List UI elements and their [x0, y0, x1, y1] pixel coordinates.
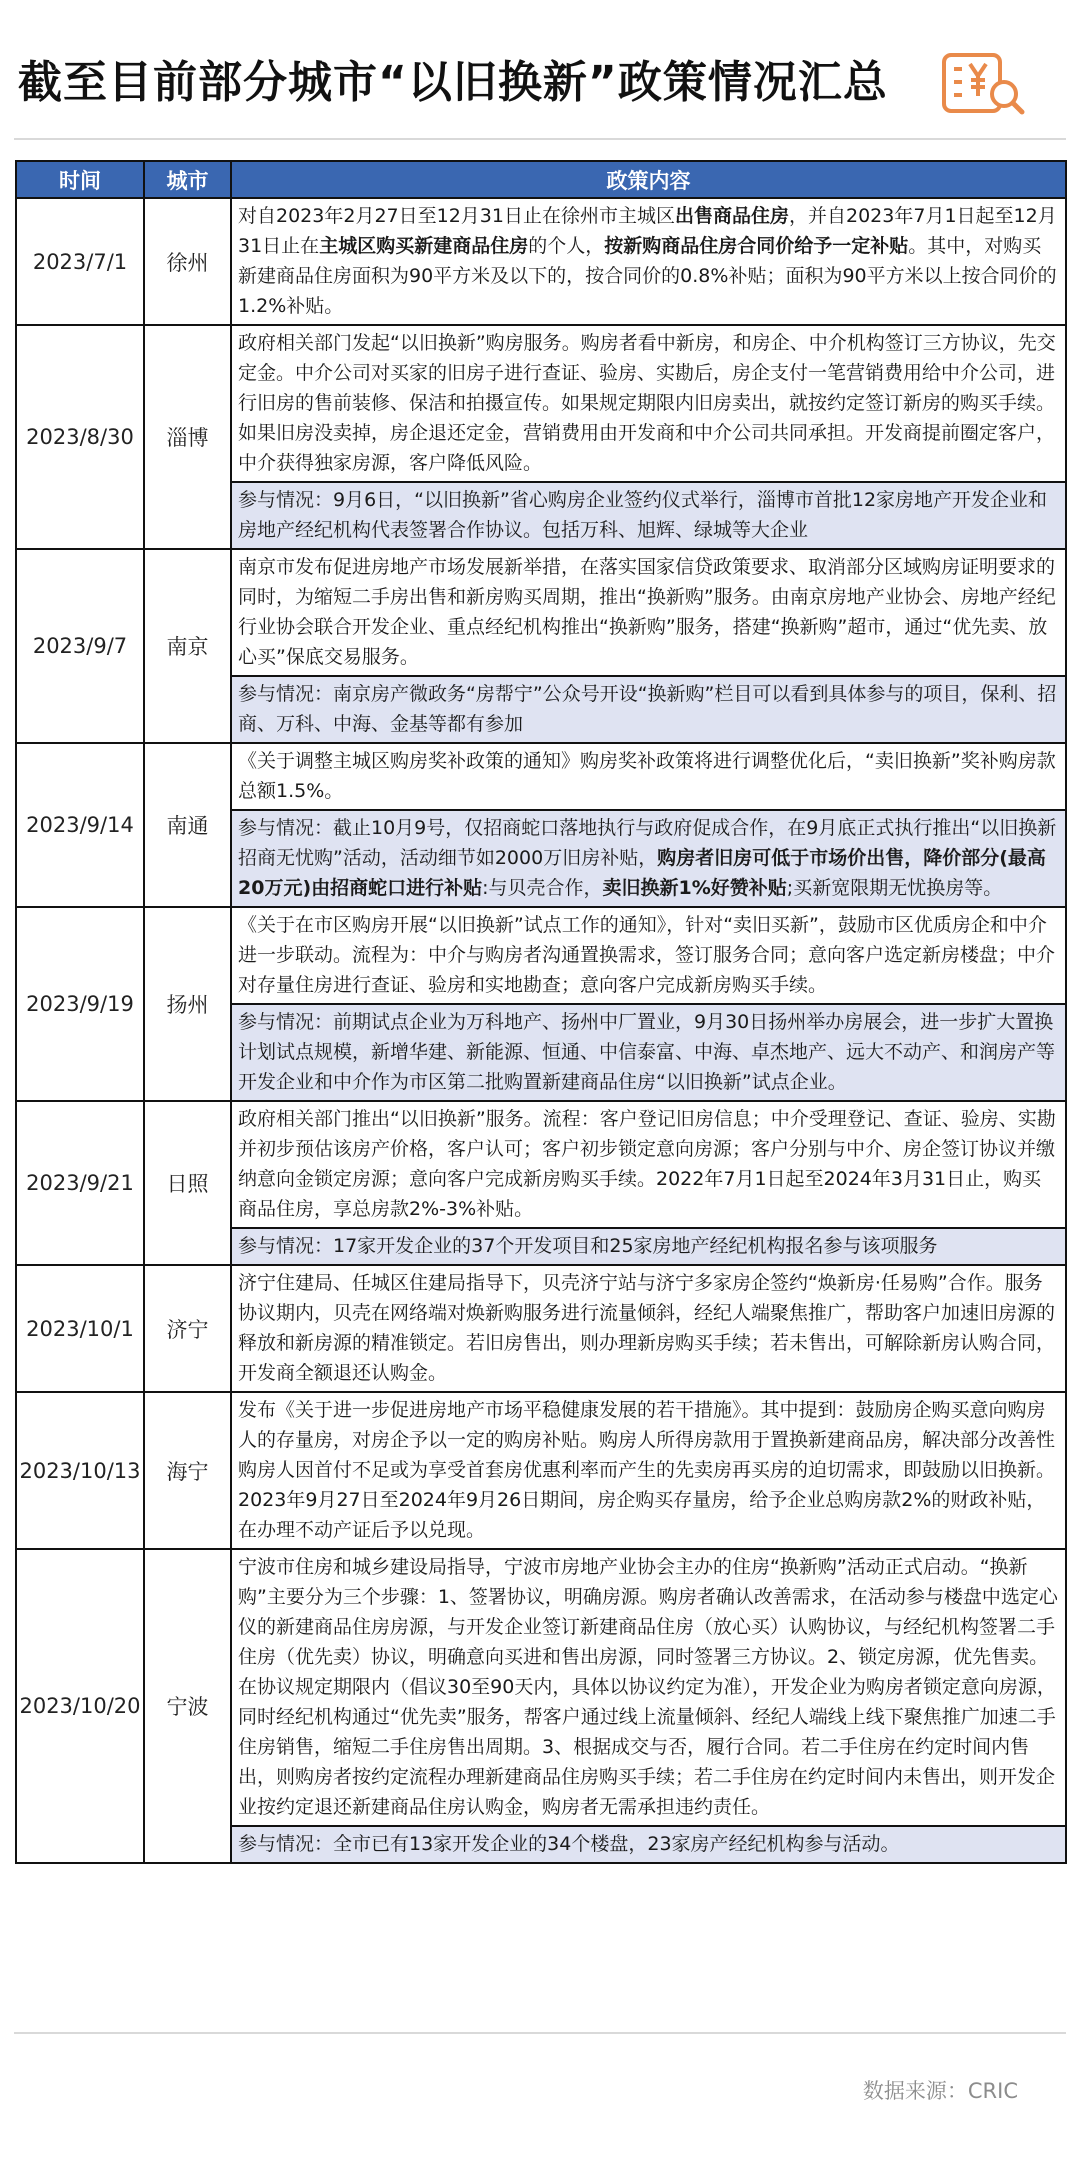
participation-run: 参与情况：截止10月9号，仅招商蛇口落地执行与政府促成合作，在9月底正式执行推出“以旧换新 招商无忧购”活动，活动细节如2000万旧房补贴，: [238, 817, 1057, 869]
city-cell: 日照: [144, 1101, 231, 1265]
city-cell: 宁波: [144, 1549, 231, 1863]
city-cell: 济宁: [144, 1265, 231, 1392]
policy-table: [15, 160, 1067, 1864]
table-row: [16, 907, 1066, 1101]
policy-text: [232, 744, 1065, 809]
policy-content-cell: [231, 1549, 1066, 1863]
date-cell: 2023/7/1: [16, 198, 144, 325]
participation-note: [232, 809, 1065, 906]
participation-bold: 购房者旧房可低于市场价出售，降价部分(最高20万元)由招商蛇口进行补贴: [238, 847, 1046, 899]
policy-content-cell: [231, 1101, 1066, 1265]
participation-note: 参与情况：前期试点企业为万科地产、扬州中厂置业，9月30日扬州举办房展会，进一步扩大置换计划试点规模，新增华建、新能源、恒通、中信泰富、中海、卓杰地产、远大不动产、和润房产等开发企业和中介作为市区第二批购置新建商品住房“以旧换新”试点企业。: [232, 1003, 1065, 1100]
policy-text: [232, 326, 1065, 481]
policy-text: [232, 1550, 1065, 1825]
table-row: [16, 1549, 1066, 1863]
column-header-city: 城市: [144, 161, 231, 198]
policy-content-cell: [231, 743, 1066, 907]
footer-divider: [14, 2032, 1066, 2034]
policy-content-cell: [231, 907, 1066, 1101]
city-cell: 徐州: [144, 198, 231, 325]
city-cell: 淄博: [144, 325, 231, 549]
policy-text: [232, 550, 1065, 675]
participation-run: :与贝壳合作，: [482, 877, 603, 899]
table-row: [16, 1101, 1066, 1265]
header-divider: [14, 138, 1066, 140]
date-cell: 2023/9/19: [16, 907, 144, 1101]
city-cell: 海宁: [144, 1392, 231, 1549]
city-cell: 扬州: [144, 907, 231, 1101]
date-cell: 2023/9/21: [16, 1101, 144, 1265]
policy-text-bold: 按新购商品住房合同价给予一定补贴: [604, 235, 909, 257]
policy-text-run: 。其中，对购买新建商品住房面积为90平方米及以下的，按合同价的0.8%补贴；面积为90平方米以上按合同价的1.2%补贴。: [238, 235, 1057, 317]
policy-text: [232, 1393, 1065, 1548]
policy-text-run: ，并自2023年7月1日起至12月31日止在: [238, 205, 1057, 257]
data-source: 数据来源：CRIC: [862, 2079, 1018, 2103]
policy-content-cell: [231, 549, 1066, 743]
participation-note: 参与情况：全市已有13家开发企业的34个楼盘，23家房产经纪机构参与活动。: [232, 1825, 1065, 1862]
policy-text-run: 对自2023年2月27日至12月31日止在徐州市主城区: [238, 205, 675, 227]
table-row: [16, 1265, 1066, 1392]
policy-text-run: 南京市发布促进房地产市场发展新举措，在落实国家信贷政策要求、取消部分区域购房证明要求的同时，为缩短二手房出售和新房购买周期，推出“换新购”服务。由南京房地产业协会、房地产经纪行业协会联合开发企业、重点经纪机构推出“换新购”服务，搭建“换新购”超市，通过“优先卖、放心买”保底交易服务。: [238, 556, 1056, 668]
policy-content-cell: [231, 1392, 1066, 1549]
participation-bold: 卖旧换新1%好赞补贴: [602, 877, 787, 899]
city-cell: 南京: [144, 549, 231, 743]
date-cell: 2023/10/1: [16, 1265, 144, 1392]
policy-content-cell: [231, 198, 1066, 325]
policy-text-run: 《关于在市区购房开展“以旧换新”试点工作的通知》，针对“卖旧买新”，鼓励市区优质房企和中介进一步联动。流程为：中介与购房者沟通置换需求，签订服务合同；意向客户选定新房楼盘；中介对存量住房进行查证、验房和实地勘查；意向客户完成新房购买手续。: [238, 914, 1056, 996]
date-cell: 2023/9/7: [16, 549, 144, 743]
participation-run: ;买新宽限期无忧换房等。: [786, 877, 1003, 899]
policy-text: [232, 1102, 1065, 1227]
policy-text-run: 政府相关部门发起“以旧换新”购房服务。购房者看中新房，和房企、中介机构签订三方协议，先交定金。中介公司对买家的旧房子进行查证、验房、实勘后，房企支付一笔营销费用给中介公司，进行旧房的售前装修、保洁和拍摄宣传。如果规定期限内旧房卖出，就按约定签订新房的购买手续。如果旧房没卖掉，房企退还定金，营销费用由开发商和中介公司共同承担。开发商提前圈定客户，中介获得独家房源，客户降低风险。: [238, 332, 1056, 474]
policy-text-run: 发布《关于进一步促进房地产市场平稳健康发展的若干措施》。其中提到：鼓励房企购买意向购房人的存量房，对房企予以一定的购房补贴。购房人所得房款用于置换新建商品房，解决部分改善性购房人因首付不足或为享受首套房优惠利率而产生的先卖房再买房的迫切需求，即鼓励以旧换新。2023年9月27日至2024年9月26日期间，房企购买存量房，给予企业总购房款2%的财政补贴，在办理不动产证后予以兑现。: [238, 1399, 1056, 1541]
policy-content-cell: [231, 325, 1066, 549]
policy-text-bold: 出售商品住房: [674, 205, 789, 227]
date-cell: 2023/8/30: [16, 325, 144, 549]
page-title: 截至目前部分城市“以旧换新”政策情况汇总: [18, 57, 888, 108]
date-cell: 2023/10/20: [16, 1549, 144, 1863]
table-header-row: [16, 161, 1066, 198]
column-header-content: 政策内容: [231, 161, 1066, 198]
yuan-document-search-icon: [940, 52, 1028, 118]
table-row: [16, 325, 1066, 549]
policy-text-run: 的个人，: [528, 235, 605, 257]
policy-text-run: 济宁住建局、任城区住建局指导下，贝壳济宁站与济宁多家房企签约“焕新房·任易购”合作。服务协议期内，贝壳在网络端对焕新购服务进行流量倾斜，经纪人端聚焦推广，帮助客户加速旧房源的释放和新房源的精准锁定。若旧房售出，则办理新房购买手续；若未售出，可解除新房认购合同，开发商全额退还认购金。: [238, 1272, 1056, 1384]
column-header-time: 时间: [16, 161, 144, 198]
policy-text-run: 《关于调整主城区购房奖补政策的通知》购房奖补政策将进行调整优化后，“卖旧换新”奖补购房款总额1.5%。: [238, 750, 1056, 802]
participation-note: 参与情况：17家开发企业的37个开发项目和25家房地产经纪机构报名参与该项服务: [232, 1227, 1065, 1264]
policy-content-cell: [231, 1265, 1066, 1392]
city-cell: 南通: [144, 743, 231, 907]
date-cell: 2023/9/14: [16, 743, 144, 907]
table-row: [16, 1392, 1066, 1549]
participation-note: 参与情况：9月6日，“以旧换新”省心购房企业签约仪式举行，淄博市首批12家房地产开发企业和房地产经纪机构代表签署合作协议。包括万科、旭辉、绿城等大企业: [232, 481, 1065, 548]
policy-text: [232, 1266, 1065, 1391]
policy-text: [232, 908, 1065, 1003]
policy-text-bold: 主城区购买新建商品住房: [319, 235, 529, 257]
policy-text: [232, 199, 1065, 324]
date-cell: 2023/10/13: [16, 1392, 144, 1549]
table-row: [16, 743, 1066, 907]
policy-text-run: 宁波市住房和城乡建设局指导，宁波市房地产业协会主办的住房“换新购”活动正式启动。“换新购”主要分为三个步骤：1、签署协议，明确房源。购房者确认改善需求，在活动参与楼盘中选定心仪的新建商品住房房源，与开发企业签订新建商品住房（放心买）认购协议，与经纪机构签署二手住房（优先卖）协议，明确意向买进和售出房源，同时签署三方协议。2、锁定房源，优先售卖。在协议规定期限内（倡议30至90天内，具体以协议约定为准），开发企业为购房者锁定意向房源，同时经纪机构通过“优先卖”服务，帮客户通过线上流量倾斜、经纪人端线上线下聚焦推广加速二手住房销售，缩短二手住房售出周期。3、根据成交与否，履行合同。若二手住房在约定时间内售出，则购房者按约定流程办理新建商品住房购买手续；若二手住房在约定时间内未售出，则开发企业按约定退还新建商品住房认购金，购房者无需承担违约责任。: [238, 1556, 1058, 1818]
participation-note: 参与情况：南京房产微政务“房帮宁”公众号开设“换新购”栏目可以看到具体参与的项目，保利、招商、万科、中海、金基等都有参加: [232, 675, 1065, 742]
header: [0, 0, 1080, 130]
table-row: [16, 198, 1066, 325]
table-row: [16, 549, 1066, 743]
policy-text-run: 政府相关部门推出“以旧换新”服务。流程：客户登记旧房信息；中介受理登记、查证、验房、实勘并初步预估该房产价格，客户认可；客户初步锁定意向房源；客户分别与中介、房企签订协议并缴纳意向金锁定房源；意向客户完成新房购买手续。2022年7月1日起至2024年3月31日止，购买商品住房，享总房款2%-3%补贴。: [238, 1108, 1056, 1220]
